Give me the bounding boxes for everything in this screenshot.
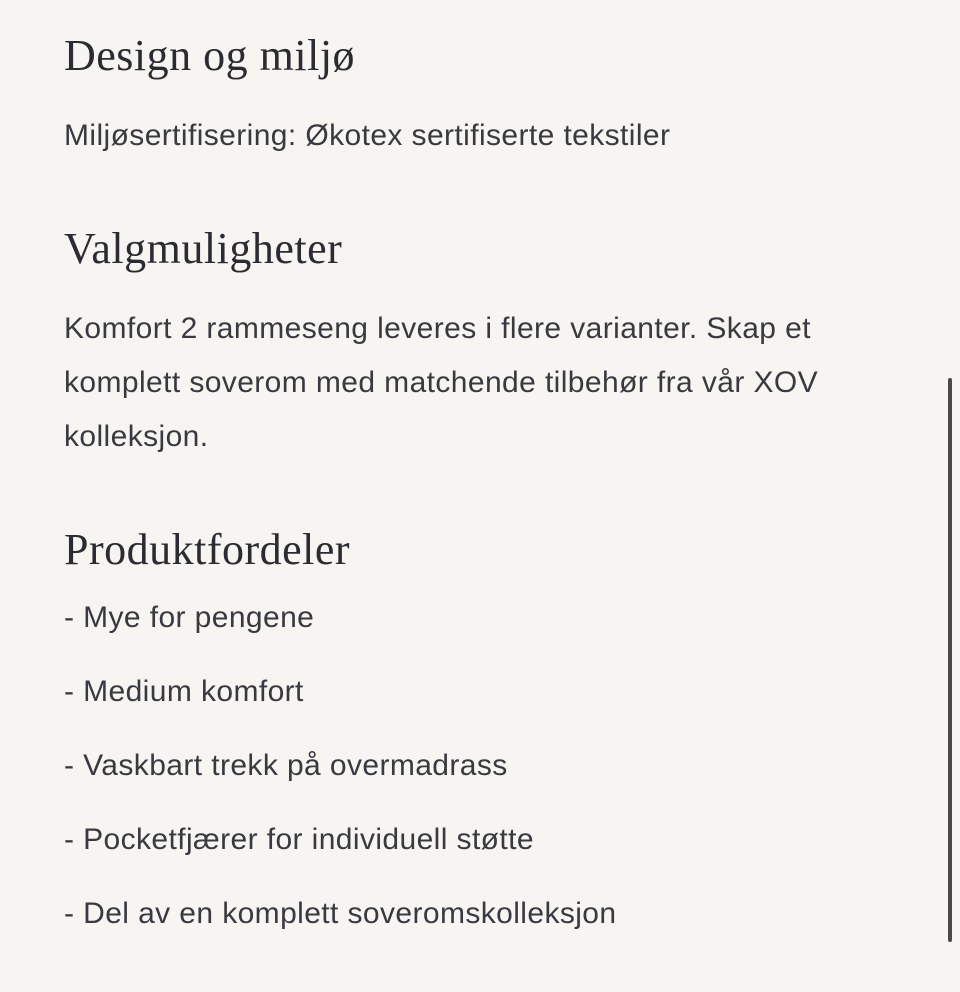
section-produktfordeler (64, 524, 874, 931)
section-heading-design-og-miljo: Design og miljø (64, 31, 356, 80)
benefit-item-pocketfjaerer: - Pocketfjærer for individuell støtte (64, 823, 534, 857)
benefit-list (64, 602, 874, 930)
benefit-item-mye-for-pengene: - Mye for pengene (64, 601, 315, 635)
benefit-item-soveromskolleksjon: - Del av en komplett soveromskolleksjon (64, 897, 617, 931)
benefit-item-medium-komfort: - Medium komfort (64, 675, 304, 709)
scrollbar-thumb[interactable] (948, 378, 952, 942)
scrollbar-track[interactable] (942, 0, 960, 992)
paragraph-valgmuligheter: Komfort 2 rammeseng leveres i flere varianter. Skap et komplett soverom med matchende tilbehør fra vår XOV kolleksjon. (64, 311, 819, 453)
paragraph-miljosertifisering: Miljøsertifisering: Økotex sertifiserte tekstiler (64, 118, 671, 152)
benefit-item-vaskbart-trekk: - Vaskbart trekk på overmadrass (64, 749, 508, 783)
section-design-og-miljo (64, 30, 874, 163)
section-valgmuligheter (64, 223, 874, 464)
section-heading-produktfordeler: Produktfordeler (64, 524, 351, 574)
section-heading-valgmuligheter: Valgmuligheter (64, 223, 343, 273)
